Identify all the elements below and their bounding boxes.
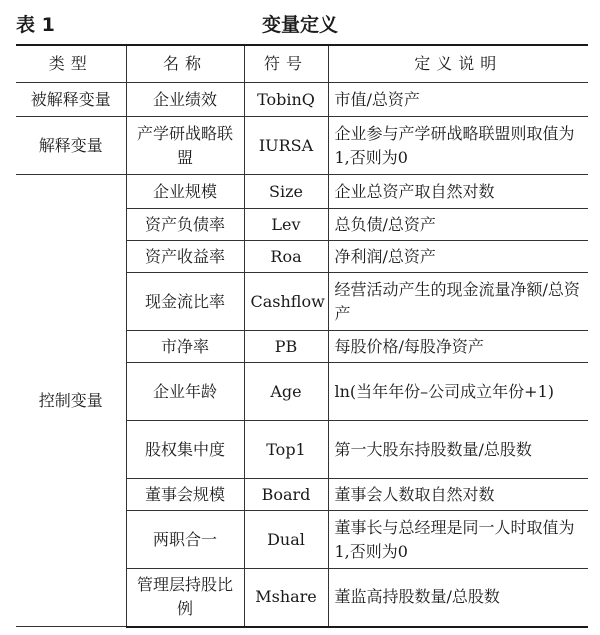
variable-definition: 董事会人数取自然对数 (328, 479, 588, 511)
variable-name: 市净率 (126, 331, 244, 363)
variable-definition: 净利润/总资产 (328, 241, 588, 273)
variable-name: 管理层持股比例 (126, 569, 244, 627)
variable-name: 企业年龄 (126, 363, 244, 421)
variable-definition-table (16, 44, 588, 628)
table-label: 表 1 (16, 14, 55, 36)
variable-definition: ln(当年年份–公司成立年份+1) (328, 363, 588, 421)
variable-definition: 第一大股东持股数量/总股数 (328, 421, 588, 479)
variable-name: 企业绩效 (126, 83, 244, 117)
variable-symbol: IURSA (244, 117, 328, 175)
variable-name: 董事会规模 (126, 479, 244, 511)
variable-symbol: Mshare (244, 569, 328, 627)
variable-name: 资产收益率 (126, 241, 244, 273)
header-symbol: 符号 (244, 45, 328, 83)
variable-symbol: Lev (244, 209, 328, 241)
group-type-explanatory: 解释变量 (16, 117, 126, 175)
variable-symbol: Roa (244, 241, 328, 273)
variable-symbol: TobinQ (244, 83, 328, 117)
variable-name: 产学研战略联盟 (126, 117, 244, 175)
header-definition: 定义说明 (328, 45, 588, 83)
variable-symbol: Board (244, 479, 328, 511)
variable-symbol: Size (244, 175, 328, 209)
variable-name: 资产负债率 (126, 209, 244, 241)
variable-symbol: Dual (244, 511, 328, 569)
variable-symbol: Top1 (244, 421, 328, 479)
variable-definition: 企业总资产取自然对数 (328, 175, 588, 209)
header-name: 名称 (126, 45, 244, 83)
variable-name: 股权集中度 (126, 421, 244, 479)
table-title: 变量定义 (261, 14, 338, 36)
variable-definition: 董事长与总经理是同一人时取值为1,否则为0 (328, 511, 588, 569)
variable-definition: 每股价格/每股净资产 (328, 331, 588, 363)
table-row (16, 117, 588, 175)
variable-definition: 市值/总资产 (328, 83, 588, 117)
variable-symbol: Cashflow (244, 273, 328, 331)
variable-definition: 企业参与产学研战略联盟则取值为1,否则为0 (328, 117, 588, 175)
header-type: 类型 (16, 45, 126, 83)
header-row (16, 45, 588, 83)
variable-name: 两职合一 (126, 511, 244, 569)
variable-symbol: PB (244, 331, 328, 363)
variable-definition: 经营活动产生的现金流量净额/总资产 (328, 273, 588, 331)
table-row (16, 175, 588, 209)
group-type-control: 控制变量 (16, 175, 126, 627)
table-caption (0, 0, 600, 44)
variable-name: 企业规模 (126, 175, 244, 209)
table-row (16, 83, 588, 117)
variable-definition: 总负债/总资产 (328, 209, 588, 241)
variable-symbol: Age (244, 363, 328, 421)
variable-definition: 董监高持股数量/总股数 (328, 569, 588, 627)
variable-name: 现金流比率 (126, 273, 244, 331)
group-type-dependent: 被解释变量 (16, 83, 126, 117)
